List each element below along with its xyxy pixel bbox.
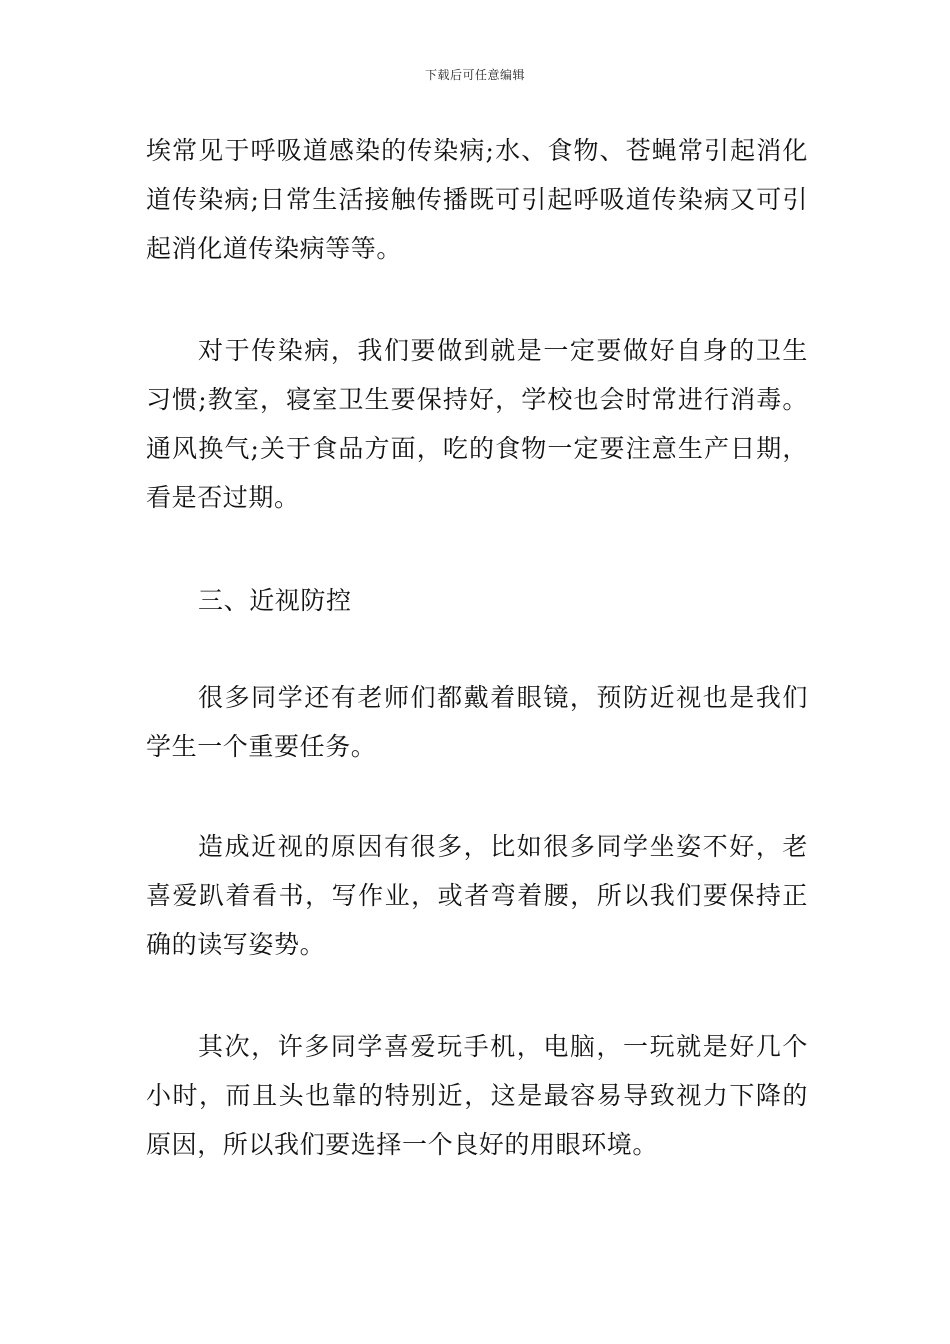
paragraph-posture-cause: 造成近视的原因有很多，比如很多同学坐姿不好，老喜爱趴着看书，写作业，或者弯着腰，所以我们要保持正确的读写姿势。	[146, 832, 808, 959]
paragraph-screen-time-cause: 其次，许多同学喜爱玩手机，电脑，一玩就是好几个小时，而且头也靠的特别近，这是最容易导致视力下降的原因，所以我们要选择一个良好的用眼环境。	[146, 1032, 808, 1159]
page-header-note: 下载后可任意编辑	[424, 68, 525, 82]
paragraph-infectious-transmission: 埃常见于呼吸道感染的传染病;水、食物、苍蝇常引起消化道传染病;日常生活接触传播既可引起呼吸道传染病又可引起消化道传染病等等。	[146, 136, 808, 263]
section-heading-myopia-prevention: 三、近视防控	[198, 586, 352, 615]
paragraph-glasses-intro: 很多同学还有老师们都戴着眼镜，预防近视也是我们学生一个重要任务。	[146, 683, 808, 761]
paragraph-hygiene-habits: 对于传染病，我们要做到就是一定要做好自身的卫生习惯;教室，寝室卫生要保持好，学校也会时常进行消毒。通风换气;关于食品方面，吃的食物一定要注意生产日期，看是否过期。	[146, 336, 808, 512]
